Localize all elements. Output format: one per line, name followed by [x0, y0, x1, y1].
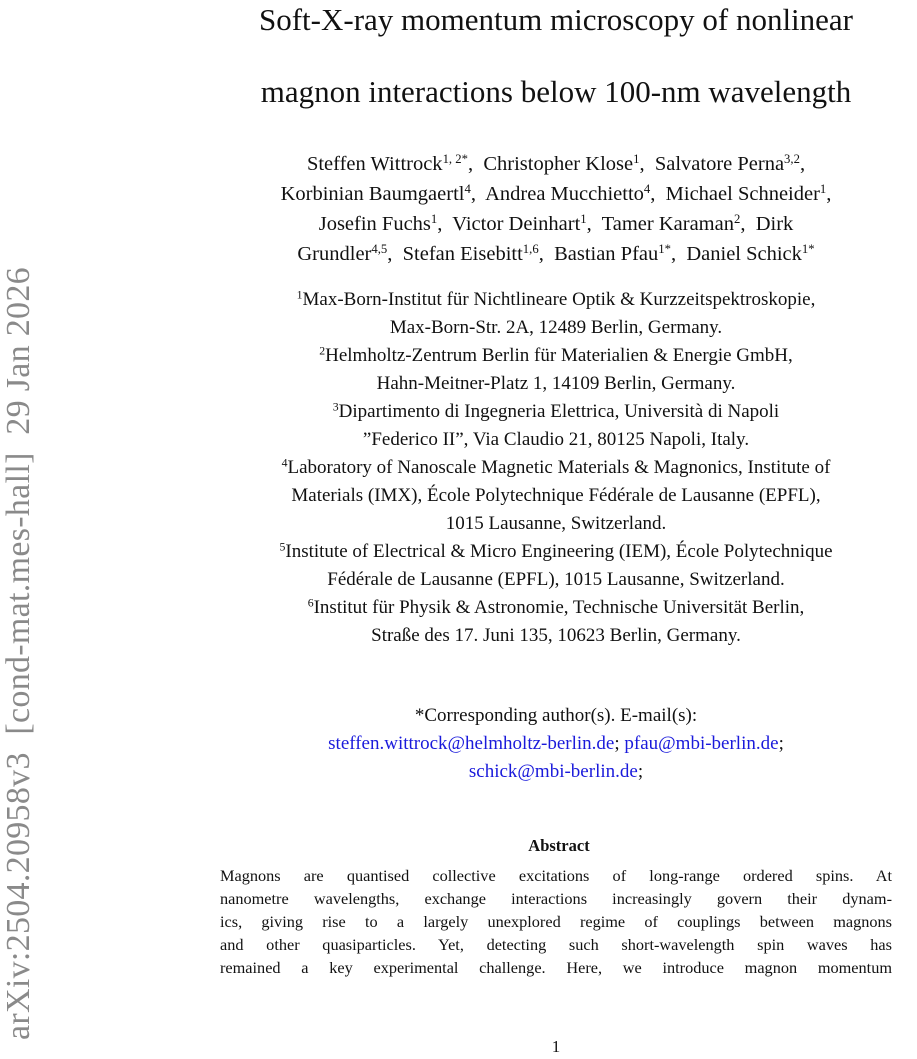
- affiliation-line: [195, 429, 917, 451]
- affiliation-number: 3: [332, 400, 339, 414]
- author: [756, 213, 794, 235]
- author-affiliation-marker: 1*: [658, 242, 671, 257]
- affiliation-line: [195, 485, 917, 507]
- corresponding-label: *Corresponding author(s). E-mail(s):: [414, 705, 698, 726]
- author-name: Victor Deinhart: [452, 213, 581, 235]
- author-name: Michael Schneider: [665, 183, 820, 205]
- affiliation-line: [195, 513, 917, 535]
- author-line: [195, 243, 917, 266]
- author-affiliation-marker: 1,6: [522, 242, 539, 257]
- author: Victor Deinhart$^1$,: [452, 212, 592, 235]
- affiliation-line: [195, 457, 917, 479]
- affiliation-text: Max-Born-Str. 2A, 12489 Berlin, Germany.: [389, 317, 723, 338]
- paper-title-line-2: magnon interactions below 100-nm wavelength: [260, 74, 852, 109]
- author-name: Josefin Fuchs: [318, 213, 431, 235]
- author-name: Dirk: [755, 213, 794, 235]
- abstract-heading: Abstract: [528, 836, 590, 855]
- author-affiliation-marker: 4: [464, 182, 471, 197]
- affiliation-line: [195, 401, 917, 423]
- affiliation-line: [195, 373, 917, 395]
- author-affiliation-marker: 3,2: [784, 152, 800, 167]
- author-name: Bastian Pfau: [554, 243, 659, 265]
- separator: ;: [614, 733, 620, 754]
- affiliation-number: 2: [319, 344, 326, 358]
- affiliation-line: [195, 541, 917, 563]
- author-affiliation-marker: 4: [643, 182, 651, 197]
- affiliation-number: 6: [307, 596, 314, 610]
- author: Bastian Pfau$^{1*}$,: [554, 242, 677, 265]
- author: Tamer Karaman$^2$,: [601, 212, 746, 235]
- arxiv-sidebar-stamp: [0, 267, 38, 1040]
- author: Stefan Eisebitt$^{1,6}$,: [402, 242, 544, 265]
- email-link[interactable]: steffen.wittrock@helmholtz-berlin.de: [328, 733, 615, 754]
- author-affiliation-marker: 1: [430, 212, 438, 227]
- affiliation-line: [195, 317, 917, 339]
- affiliation-number: 4: [281, 456, 288, 470]
- arxiv-id: arXiv:2504.20958v3: [0, 752, 37, 1040]
- affiliation-line: [195, 625, 917, 647]
- author-name: Salvatore Perna: [654, 153, 785, 175]
- author-affiliation-marker: 1, 2*: [442, 152, 468, 167]
- author-affiliation-marker: 4,5: [371, 242, 388, 257]
- affiliation-text: Fédérale de Lausanne (EPFL), 1015 Lausanne, Switzerland.: [327, 569, 785, 590]
- author-name: Stefan Eisebitt: [402, 243, 523, 265]
- author: [686, 243, 814, 265]
- affiliation-line: [195, 569, 917, 591]
- corresponding-emails-line-2: [195, 761, 917, 783]
- author-name: Christopher Klose: [483, 153, 634, 175]
- author-line: [195, 153, 917, 176]
- author: Michael Schneider$^1$,: [665, 182, 832, 205]
- abstract-line: and other quasiparticles. Yet, detecting such short-wavelength spin waves has: [220, 935, 892, 954]
- author: Korbinian Baumgaertl$^4$,: [280, 182, 476, 205]
- author-affiliation-marker: 1: [819, 182, 827, 197]
- author-affiliation-marker: 1: [633, 152, 640, 167]
- author-line: [195, 183, 917, 206]
- affiliation-text: Laboratory of Nanoscale Magnetic Materials & Magnonics, Institute of: [287, 457, 831, 478]
- affiliation-line: [195, 597, 917, 619]
- author-name: Steffen Wittrock: [306, 153, 443, 175]
- affiliation-text: ”Federico II”, Via Claudio 21, 80125 Napoli, Italy.: [362, 429, 750, 450]
- abstract-line: Magnons are quantised collective excitations of long-range ordered spins. At: [220, 866, 892, 885]
- affiliation-text: Dipartimento di Ingegneria Elettrica, Università di Napoli: [338, 401, 780, 422]
- affiliation-text: Straße des 17. Juni 135, 10623 Berlin, Germany.: [371, 625, 741, 646]
- author-name: Grundler: [297, 243, 372, 265]
- separator: ;: [637, 761, 644, 782]
- arxiv-date: 29 Jan 2026: [0, 267, 37, 435]
- abstract-line: nanometre wavelengths, exchange interactions increasingly govern their dynam-: [220, 889, 892, 908]
- page-number: 1: [551, 1037, 561, 1056]
- affiliation-line: [195, 345, 917, 367]
- author-line: [195, 213, 917, 236]
- affiliation-text: Helmholtz-Zentrum Berlin für Materialien & Energie GmbH,: [325, 345, 793, 366]
- author-name: Tamer Karaman: [601, 213, 734, 235]
- affiliation-number: 5: [279, 540, 286, 554]
- author-affiliation-marker: 1*: [801, 242, 815, 257]
- abstract-line: remained a key experimental challenge. Here, we introduce magnon momentum: [220, 958, 892, 977]
- author: Christopher Klose$^1$,: [483, 152, 645, 175]
- affiliation-line: [195, 289, 917, 311]
- email-link[interactable]: pfau@mbi-berlin.de: [624, 733, 779, 754]
- author-name: Korbinian Baumgaertl: [280, 183, 465, 205]
- affiliation-text: Institute of Electrical & Micro Engineering (IEM), École Polytechnique: [285, 541, 833, 562]
- affiliation-text: Materials (IMX), École Polytechnique Fédérale de Lausanne (EPFL),: [291, 485, 821, 506]
- author-affiliation-marker: 1: [580, 212, 587, 227]
- author: Andrea Mucchietto$^4$,: [485, 182, 656, 205]
- author-name: Daniel Schick: [686, 243, 802, 265]
- arxiv-category: [cond-mat.mes-hall]: [0, 452, 37, 735]
- paper-title-line-1: Soft-X-ray momentum microscopy of nonlinear: [258, 2, 854, 37]
- separator: ;: [778, 733, 784, 754]
- author: Steffen Wittrock$^{1, 2*}$,: [306, 152, 474, 175]
- affiliation-text: 1015 Lausanne, Switzerland.: [445, 513, 667, 534]
- affiliation-text: Institut für Physik & Astronomie, Technische Universität Berlin,: [313, 597, 805, 618]
- author: Salvatore Perna$^{3,2}$,: [654, 152, 806, 175]
- author-name: Andrea Mucchietto: [485, 183, 644, 205]
- email-link[interactable]: schick@mbi-berlin.de: [468, 761, 638, 782]
- affiliation-number: 1: [296, 288, 303, 302]
- affiliation-text: Hahn-Meitner-Platz 1, 14109 Berlin, Germany.: [376, 373, 736, 394]
- corresponding-emails-line-1: [195, 733, 917, 755]
- author: Grundler$^{4,5}$,: [297, 242, 393, 265]
- author-affiliation-marker: 2: [733, 212, 741, 227]
- abstract-line: ics, giving rise to a largely unexplored regime of couplings between magnons: [220, 912, 892, 931]
- author: Josefin Fuchs$^1$,: [318, 212, 443, 235]
- affiliation-text: Max-Born-Institut für Nichtlineare Optik & Kurzzeitspektroskopie,: [302, 289, 816, 310]
